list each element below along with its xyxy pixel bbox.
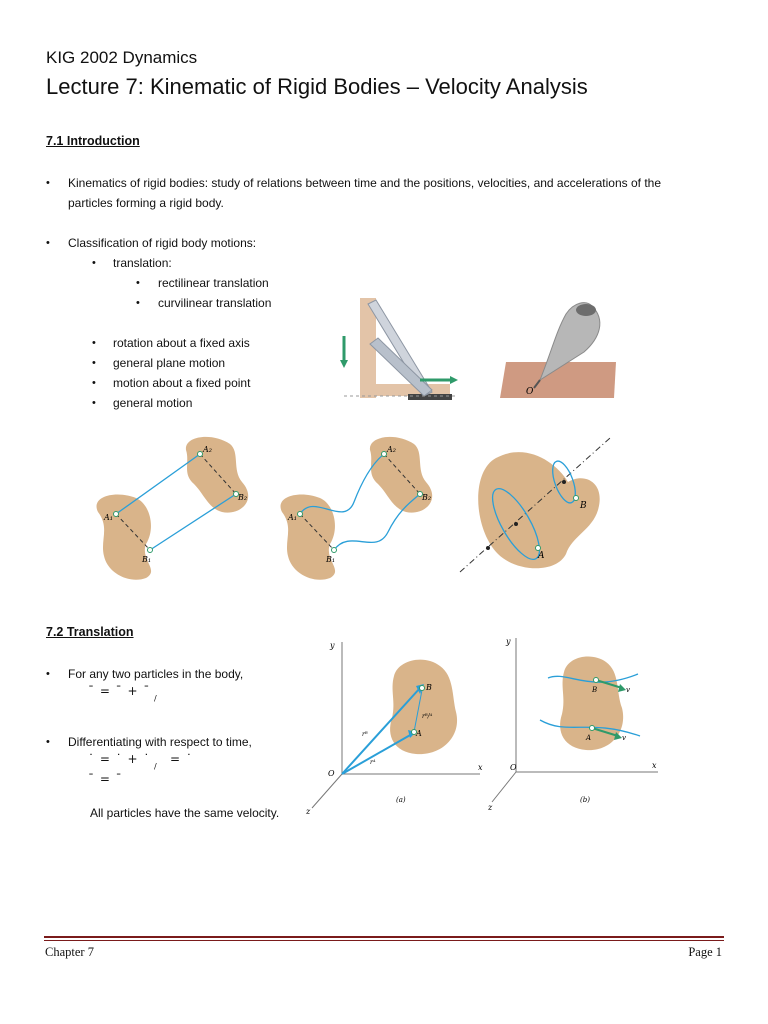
intro-text-line1: Kinematics of rigid bodies: study of relations between time and the positions, velocities, and accelerations of the: [68, 176, 661, 190]
label-rA: rᴬ: [370, 759, 376, 766]
label-vA: v: [622, 734, 626, 742]
axis-x-label: x: [652, 761, 657, 770]
footer-rule-thin: [44, 940, 724, 941]
label-B: B: [580, 501, 587, 511]
bullet-icon: •: [92, 257, 96, 269]
axis-z-label: z: [306, 807, 311, 816]
translation-particles-text: For any two particles in the body,: [68, 667, 244, 681]
same-velocity-text: All particles have the same velocity.: [90, 806, 280, 820]
bullet-icon: •: [46, 668, 50, 680]
axis-y-label: y: [506, 637, 511, 646]
bullet-icon: •: [46, 177, 50, 189]
bullet-icon: •: [136, 297, 140, 309]
velocity-vector-figure: [488, 632, 664, 818]
section-heading-introduction: 7.1 Introduction: [46, 134, 140, 148]
point-O-label: O: [526, 387, 534, 397]
motion-general-plane: general plane motion: [113, 356, 226, 370]
label-B: B: [592, 686, 598, 694]
position-equation: ¯ = ¯ + ¯: [88, 684, 151, 698]
label-rBA: rᴮ/ᴬ: [422, 713, 433, 720]
axis-z-label: z: [488, 803, 493, 812]
lecture-title: Lecture 7: Kinematic of Rigid Bodies – Velocity Analysis: [46, 74, 588, 99]
curvilinear-translation-figure: [274, 432, 446, 582]
label-A1: A₁: [288, 513, 297, 522]
rectilinear-translation-figure: [90, 432, 262, 582]
footer-rule: [44, 936, 724, 938]
motion-rectilinear: rectilinear translation: [158, 276, 269, 290]
bullet-icon: •: [46, 736, 50, 748]
spinning-top-figure: [496, 292, 616, 402]
label-B1: B₁: [142, 555, 152, 564]
label-B: B: [426, 683, 432, 692]
section-heading-translation: 7.2 Translation: [46, 625, 134, 639]
label-A1: A₁: [104, 513, 113, 522]
label-B2: B₂: [238, 493, 248, 502]
intro-text-line2: particles forming a rigid body.: [68, 196, 224, 210]
label-A: A: [416, 729, 422, 738]
differentiate-text: Differentiating with respect to time,: [68, 735, 252, 749]
axis-x-label: x: [478, 763, 483, 772]
velocity-equation-tail: = ˙: [170, 752, 193, 766]
bullet-icon: •: [46, 237, 50, 249]
bullet-icon: •: [92, 397, 96, 409]
motion-fixed-point: motion about a fixed point: [113, 376, 251, 390]
caption-a: (a): [396, 796, 406, 804]
classification-text: Classification of rigid body motions:: [68, 236, 257, 250]
motion-general: general motion: [113, 396, 193, 410]
origin-O-label: O: [510, 763, 517, 772]
velocity-equation: ˙ = ˙ + ˙: [88, 752, 151, 766]
origin-O-label: O: [328, 769, 335, 778]
motion-translation: translation:: [113, 256, 172, 270]
rotation-figure: [456, 432, 616, 577]
label-A: A: [538, 551, 545, 561]
label-A: A: [586, 734, 592, 742]
position-equation-subscript: /: [154, 694, 158, 703]
axis-y-label: y: [330, 641, 335, 650]
label-vB: v: [626, 686, 630, 694]
linkage-figure: [340, 292, 460, 412]
position-vector-figure: [302, 632, 494, 818]
footer-page-number: Page 1: [688, 945, 722, 959]
label-rB: rᴮ: [362, 731, 368, 738]
bullet-icon: •: [92, 337, 96, 349]
footer-chapter: Chapter 7: [45, 945, 94, 959]
course-title: KIG 2002 Dynamics: [46, 48, 198, 67]
velocity-equality: ¯ = ¯: [88, 772, 123, 786]
bullet-icon: •: [92, 377, 96, 389]
label-A2: A₂: [387, 445, 396, 454]
motion-rotation: rotation about a fixed axis: [113, 336, 250, 350]
motion-curvilinear: curvilinear translation: [158, 296, 272, 310]
bullet-icon: •: [136, 277, 140, 289]
bullet-icon: •: [92, 357, 96, 369]
label-B2: B₂: [422, 493, 432, 502]
velocity-equation-subscript: /: [154, 762, 158, 771]
label-B1: B₁: [326, 555, 336, 564]
caption-b: (b): [580, 796, 590, 804]
label-A2: A₂: [203, 445, 212, 454]
